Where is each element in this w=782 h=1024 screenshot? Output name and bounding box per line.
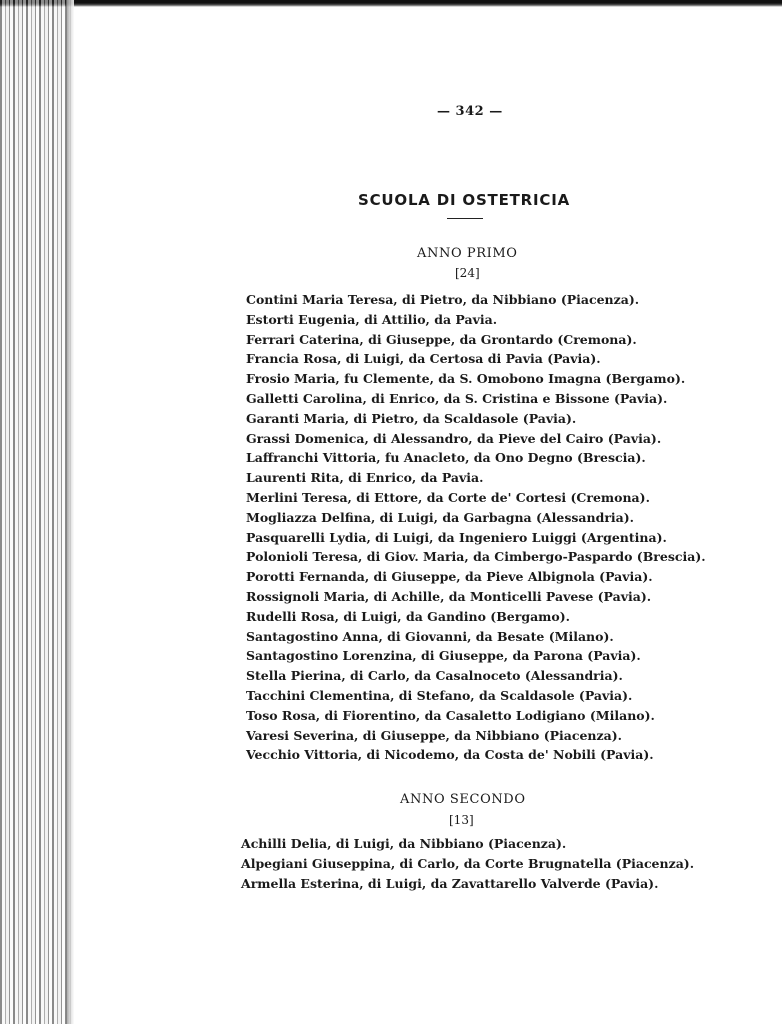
student-entry: Varesi Severina, di Giuseppe, da Nibbiano (Piacenza). [246, 727, 622, 743]
student-entry: Galletti Carolina, di Enrico, da S. Cristina e Bissone (Pavia). [246, 390, 668, 406]
student-entry: Laffranchi Vittoria, fu Anacleto, da Ono Degno (Brescia). [246, 450, 646, 466]
student-entry: Contini Maria Teresa, di Pietro, da Nibbiano (Piacenza). [246, 292, 640, 307]
title-divider [447, 218, 483, 219]
page-number: — 342 — [437, 104, 503, 119]
student-entry: Pasquarelli Lydia, di Luigi, da Ingeniero Luiggi (Argentina). [246, 529, 667, 545]
student-entry: Polonioli Teresa, di Giov. Maria, da Cimbergo-Paspardo (Brescia). [246, 549, 706, 565]
student-entry: Garanti Maria, di Pietro, da Scaldasole (Pavia). [246, 410, 577, 426]
student-entry: Toso Rosa, di Fiorentino, da Casaletto Lodigiano (Milano). [246, 707, 655, 723]
binding-shadow [66, 0, 74, 1024]
student-entry: Merlini Teresa, di Ettore, da Corte de' Cortesi (Cremona). [246, 489, 650, 505]
student-entry: Tacchini Clementina, di Stefano, da Scaldasole (Pavia). [246, 687, 633, 703]
student-entry: Vecchio Vittoria, di Nicodemo, da Costa de' Nobili (Pavia). [246, 747, 654, 763]
book-binding-edge [0, 0, 74, 1024]
section-heading-anno-primo: ANNO PRIMO [417, 246, 518, 261]
section-heading-anno-secondo: ANNO SECONDO [400, 792, 526, 807]
student-entry: Estorti Eugenia, di Attilio, da Pavia. [246, 311, 498, 327]
student-entry: Grassi Domenica, di Alessandro, da Pieve del Cairo (Pavia). [246, 430, 662, 446]
student-entry: Ferrari Caterina, di Giuseppe, da Grontardo (Cremona). [246, 331, 637, 347]
student-entry: Rudelli Rosa, di Luigi, da Gandino (Bergamo). [246, 608, 570, 624]
section-count-anno-primo: [24] [455, 266, 480, 280]
student-list-anno-primo [246, 290, 706, 765]
student-entry: Mogliazza Delfina, di Luigi, da Garbagna (Alessandria). [246, 509, 635, 525]
student-entry: Porotti Fernanda, di Giuseppe, da Pieve Albignola (Pavia). [246, 569, 653, 585]
student-entry: Stella Pierina, di Carlo, da Casalnoceto (Alessandria). [246, 668, 623, 684]
student-entry: Armella Esterina, di Luigi, da Zavattarello Valverde (Pavia). [241, 875, 659, 891]
student-list-anno-secondo [241, 834, 694, 893]
scan-top-border [0, 0, 782, 7]
student-entry: Frosio Maria, fu Clemente, da S. Omobono Imagna (Bergamo). [246, 371, 686, 387]
student-entry: Santagostino Lorenzina, di Giuseppe, da Parona (Pavia). [246, 648, 641, 664]
section-count-anno-secondo: [13] [449, 813, 474, 827]
student-entry: Francia Rosa, di Luigi, da Certosa di Pavia (Pavia). [246, 351, 601, 367]
student-entry: Alpegiani Giuseppina, di Carlo, da Corte Brugnatella (Piacenza). [241, 855, 695, 871]
student-entry: Rossignoli Maria, di Achille, da Monticelli Pavese (Pavia). [246, 588, 652, 604]
student-entry: Achilli Delia, di Luigi, da Nibbiano (Piacenza). [241, 836, 567, 851]
student-entry: Laurenti Rita, di Enrico, da Pavia. [246, 470, 484, 486]
page-title: SCUOLA DI OSTETRICIA [358, 191, 570, 209]
student-entry: Santagostino Anna, di Giovanni, da Besate (Milano). [246, 628, 614, 644]
